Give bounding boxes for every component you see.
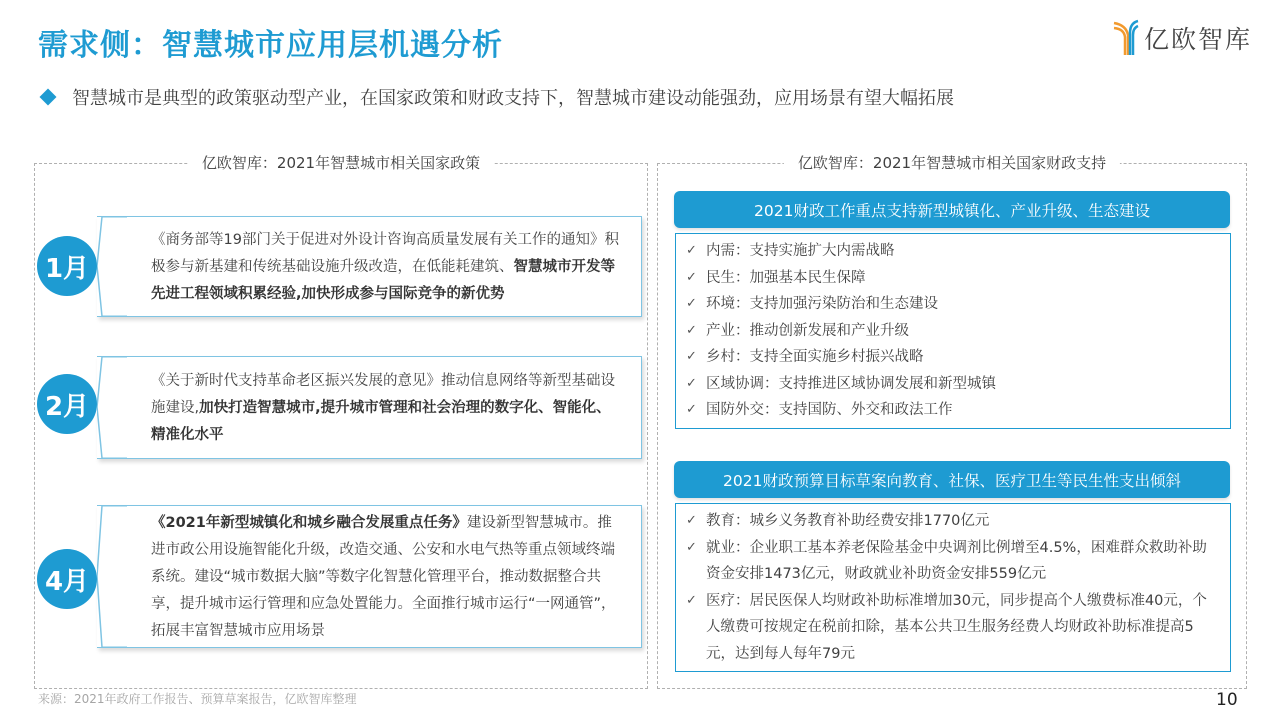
month-badge: 1月 [37, 236, 97, 296]
policy-panel [34, 154, 648, 689]
policy-card [97, 216, 642, 317]
logo-text: 亿欧智库 [1144, 25, 1253, 54]
list-item-text: 医疗：居民医保人均财政补助标准增加30元，同步提高个人缴费标准40元，个人缴费可按规定在税前扣除，基本公共卫生服务经费人均财政补助标准提高5元，达到每人每年79元 [706, 592, 1207, 662]
page-number: 10 [1216, 690, 1238, 710]
policy-text-bold: 加快打造智慧城市,提升城市管理和社会治理的数字化、智能化、精准化水平 [151, 400, 611, 443]
list-item [686, 397, 1220, 424]
list-item [686, 291, 1220, 318]
check-icon: ✓ [686, 296, 697, 311]
check-icon: ✓ [686, 243, 697, 258]
policy-item [35, 505, 647, 648]
list-item-text: 产业：推动创新发展和产业升级 [706, 322, 909, 339]
list-item-text: 就业：企业职工基本养老保险基金中央调剂比例增至4.5%，困难群众救助补助资金安排1473亿元，财政就业补助资金安排559亿元 [706, 539, 1207, 582]
page-title: 需求侧：智慧城市应用层机遇分析 [38, 28, 503, 63]
month-badge: 2月 [37, 374, 97, 434]
subtitle [38, 84, 954, 110]
list-item-text: 民生：加强基本民生保障 [706, 269, 866, 286]
list-item-text: 内需：支持实施扩大内需战略 [706, 243, 895, 259]
check-icon: ✓ [686, 322, 697, 338]
policy-item [35, 216, 647, 317]
list-item [686, 265, 1220, 292]
list-item [686, 535, 1220, 588]
section-header: 2021财政预算目标草案向教育、社保、医疗卫生等民生性支出倾斜 [674, 461, 1230, 498]
check-icon: ✓ [686, 539, 697, 555]
policy-text-bold: 《2021年新型城镇化和城乡融合发展重点任务》 [151, 515, 467, 531]
budget-list [675, 503, 1231, 672]
fiscal-panel [657, 154, 1247, 689]
policy-card [97, 356, 642, 459]
list-item [686, 588, 1220, 668]
fiscal-priority-list [675, 233, 1231, 429]
check-icon: ✓ [686, 592, 697, 608]
logo [1112, 18, 1252, 58]
policy-text: 《商务部等19部门关于促进对外设计咨询高质量发展有关工作的通知》积极参与新基建和传统基础设施升级改造，在低能耗建筑、 [151, 232, 619, 275]
list-item [686, 508, 1220, 535]
month-badge: 4月 [37, 549, 97, 609]
list-item [686, 371, 1220, 398]
check-icon: ✓ [686, 402, 697, 417]
subtitle-text: 智慧城市是典型的政策驱动型产业，在国家政策和财政支持下，智慧城市建设动能强劲，应用场景有望大幅拓展 [72, 88, 954, 109]
diamond-bullet-icon [40, 89, 57, 106]
check-icon: ✓ [686, 349, 697, 364]
policy-text: 建设新型智慧城市。推进市政公用设施智能化升级，改造交通、公安和水电气热等重点领域终端系统。建设“城市数据大脑”等数字化智慧化管理平台，推动数据整合共享，提升城市运行管理和应急处置能力。全面推行城市运行“一网通管”，拓展丰富智慧城市应用场景 [151, 515, 616, 639]
check-icon: ✓ [686, 375, 697, 391]
logo-icon [1112, 19, 1140, 57]
source-note: 来源：2021年政府工作报告、预算草案报告，亿欧智库整理 [38, 692, 357, 706]
check-icon: ✓ [686, 513, 697, 528]
list-item-text: 教育：城乡义务教育补助经费安排1770亿元 [706, 513, 990, 529]
list-item [686, 318, 1220, 345]
list-item-text: 区域协调：支持推进区域协调发展和新型城镇 [706, 375, 996, 392]
policy-text: 《关于新时代支持革命老区振兴发展的意见》推动信息网络等新型基础设施建设, [151, 373, 615, 416]
check-icon: ✓ [686, 269, 697, 285]
policy-item [35, 356, 647, 459]
list-item [686, 344, 1220, 371]
policy-panel-title: 亿欧智库：2021年智慧城市相关国家政策 [188, 152, 494, 173]
list-item [686, 238, 1220, 265]
list-item-text: 环境：支持加强污染防治和生态建设 [706, 296, 938, 312]
list-item-text: 国防外交：支持国防、外交和政法工作 [706, 402, 953, 418]
list-item-text: 乡村：支持全面实施乡村振兴战略 [706, 349, 924, 365]
policy-text-bold: 智慧城市开发等先进工程领域积累经验,加快形成参与国际竞争的新优势 [151, 259, 615, 302]
section-header: 2021财政工作重点支持新型城镇化、产业升级、生态建设 [674, 191, 1230, 228]
policy-card [97, 505, 642, 648]
fiscal-panel-title: 亿欧智库：2021年智慧城市相关国家财政支持 [784, 152, 1120, 173]
